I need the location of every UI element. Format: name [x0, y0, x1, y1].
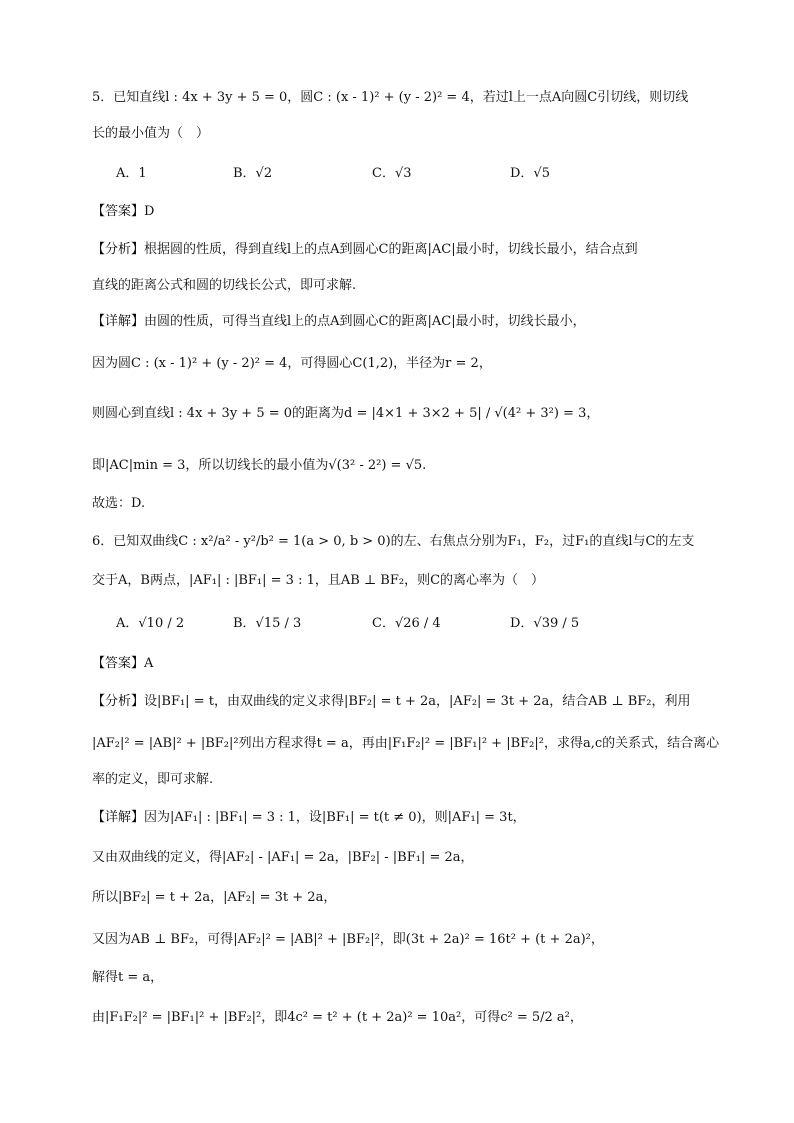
analysis-text: 设|BF₁| = t，由双曲线的定义求得|BF₂| = t + 2a，|AF₂| = 3t + 2a，结合AB ⊥ BF₂，利用 — [144, 694, 691, 709]
answer-tag: 【答案】 — [92, 204, 145, 219]
q5-option-b: B．√2 — [233, 166, 273, 181]
analysis-tag: 【分析】 — [92, 694, 145, 709]
q6-answer — [92, 654, 153, 674]
q6-detail-line2: 又由双曲线的定义，得|AF₂| - |AF₁| = 2a，|BF₂| - |BF₁| = 2a， — [92, 850, 474, 865]
q5-detail-line5: 故选：D. — [92, 496, 146, 511]
q5-stem-line2: 长的最小值为（ ） — [92, 126, 210, 141]
q6-detail-line1 — [92, 808, 526, 828]
answer-value: A — [144, 656, 154, 671]
q5-detail-line2: 因为圆C : (x - 1)² + (y - 2)² = 4，可得圆心C(1,2)，半径为r = 2， — [92, 356, 492, 371]
q6-detail-line5: 解得t = a， — [92, 970, 164, 985]
q5-answer — [92, 202, 154, 222]
q6-analysis-line3: 率的定义，即可求解. — [92, 772, 214, 787]
detail-tag: 【详解】 — [92, 810, 145, 825]
q5-option-d: D．√5 — [510, 166, 550, 181]
q6-analysis-line1 — [92, 692, 690, 712]
q6-detail-line6: 由|F₁F₂|² = |BF₁|² + |BF₂|²，即4c² = t² + (t + 2a)² = 10a²，可得c² = 5/2 a²， — [92, 1010, 583, 1025]
detail-tag: 【详解】 — [92, 314, 145, 329]
q5-option-a: A．1 — [116, 166, 147, 181]
q6-detail-line4: 又因为AB ⊥ BF₂，可得|AF₂|² = |AB|² + |BF₂|²，即(3t + 2a)² = 16t² + (t + 2a)²， — [92, 932, 604, 947]
q5-analysis-line2: 直线的距离公式和圆的切线长公式，即可求解. — [92, 278, 357, 293]
q5-detail-line3: 则圆心到直线l : 4x + 3y + 5 = 0的距离为d = |4×1 + 3×2 + 5| / √(4² + 3²) = 3， — [92, 406, 600, 421]
q6-stem-line2: 交于A，B两点，|AF₁| : |BF₁| = 3 : 1，且AB ⊥ BF₂，则C的离心率为（ ） — [92, 573, 545, 588]
q5-stem-line1: 5．已知直线l : 4x + 3y + 5 = 0，圆C : (x - 1)² + (y - 2)² = 4，若过l上一点A向圆C引切线，则切线 — [92, 90, 689, 105]
analysis-tag: 【分析】 — [92, 242, 145, 257]
q6-option-b: B．√15 / 3 — [233, 616, 302, 631]
q5-option-c: C．√3 — [372, 166, 412, 181]
detail-text: 由圆的性质，可得当直线l上的点A到圆心C的距离|AC|最小时，切线长最小， — [144, 314, 586, 329]
q6-option-c: C．√26 / 4 — [372, 616, 441, 631]
q5-detail-line4: 即|AC|min = 3，所以切线长的最小值为√(3² - 2²) = √5. — [92, 458, 427, 473]
q6-option-d: D．√39 / 5 — [510, 616, 580, 631]
q5-analysis-line1 — [92, 240, 638, 260]
detail-text: 因为|AF₁| : |BF₁| = 3 : 1，设|BF₁| = t(t ≠ 0)，则|AF₁| = 3t， — [144, 810, 526, 825]
q6-detail-line3: 所以|BF₂| = t + 2a，|AF₂| = 3t + 2a， — [92, 890, 337, 905]
q5-detail-line1 — [92, 312, 586, 332]
analysis-text: 根据圆的性质，得到直线l上的点A到圆心C的距离|AC|最小时，切线长最小，结合点到 — [144, 242, 638, 257]
q6-stem-line1: 6．已知双曲线C : x²/a² - y²/b² = 1(a > 0, b > 0)的左、右焦点分别为F₁，F₂，过F₁的直线l与C的左支 — [92, 534, 695, 549]
q6-analysis-line2: |AF₂|² = |AB|² + |BF₂|²列出方程求得t = a，再由|F₁F₂|² = |BF₁|² + |BF₂|²，求得a,c的关系式，结合离心 — [92, 736, 720, 751]
q6-option-a: A．√10 / 2 — [116, 616, 185, 631]
answer-value: D — [144, 204, 155, 219]
answer-tag: 【答案】 — [92, 656, 145, 671]
